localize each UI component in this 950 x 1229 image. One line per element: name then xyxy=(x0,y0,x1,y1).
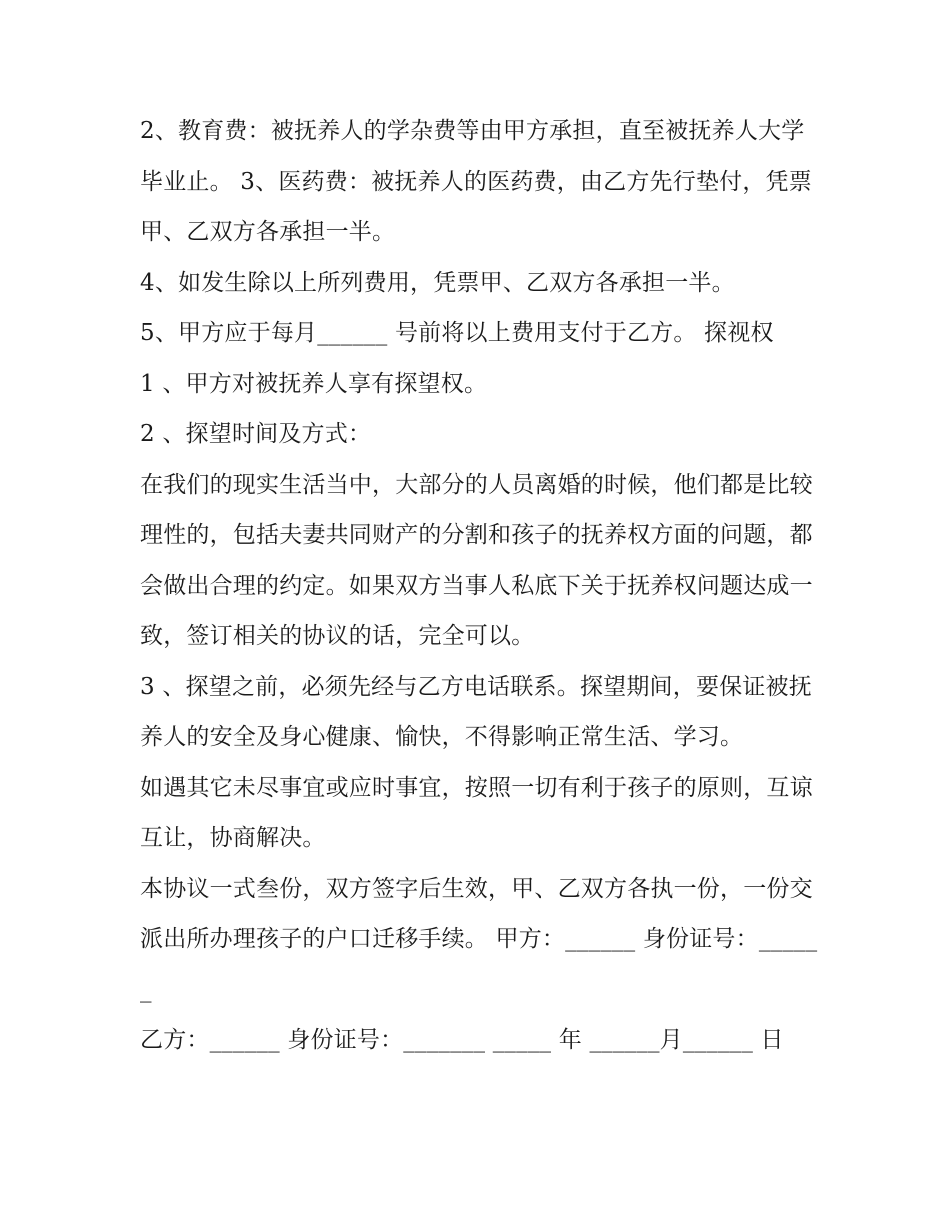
paragraph-other-fees: 4、如发生除以上所列费用，凭票甲、乙双方各承担一半。 xyxy=(140,269,735,296)
paragraph-education-medical-fees: 2、教育费：被抚养人的学杂费等由甲方承担，直至被抚养人大学毕业止。 3、医药费：被抚养人的医药费，由乙方先行垫付，凭票甲、乙双方各承担一半。 xyxy=(140,118,812,245)
paragraph-copies-party-a: 本协议一式叁份，双方签字后生效，甲、乙双方各执一份，一份交派出所办理孩子的户口迁移手续。 甲方：______ 身份证号：______ xyxy=(140,875,818,1003)
paragraph-payment-date: 5、甲方应于每月______ 号前将以上费用支付于乙方。 探视权 xyxy=(140,320,774,346)
paragraph-party-b-date: 乙方：______ 身份证号：_______ _____ 年 ______月______ 日 xyxy=(140,1027,784,1053)
document-body xyxy=(140,106,820,1066)
paragraph-unresolved-matters: 如遇其它未尽事宜或应时事宜，按照一切有利于孩子的原则，互谅互让，协商解决。 xyxy=(140,774,813,851)
paragraph-visitation-right: 1 、甲方对被抚养人享有探望权。 xyxy=(140,370,488,397)
paragraph-divorce-context: 在我们的现实生活当中，大部分的人员离婚的时候，他们都是比较理性的，包括夫妻共同财产的分割和孩子的抚养权方面的问题，都会做出合理的约定。如果双方当事人私底下关于抚养权问题达成一致，签订相关的协议的话，完全可以。 xyxy=(140,471,813,649)
paragraph-visitation-method: 2 、探望时间及方式： xyxy=(140,421,372,447)
paragraph-visitation-contact: 3 、探望之前，必须先经与乙方电话联系。探望期间，要保证被抚养人的安全及身心健康、愉快，不得影响正常生活、学习。 xyxy=(140,673,812,750)
